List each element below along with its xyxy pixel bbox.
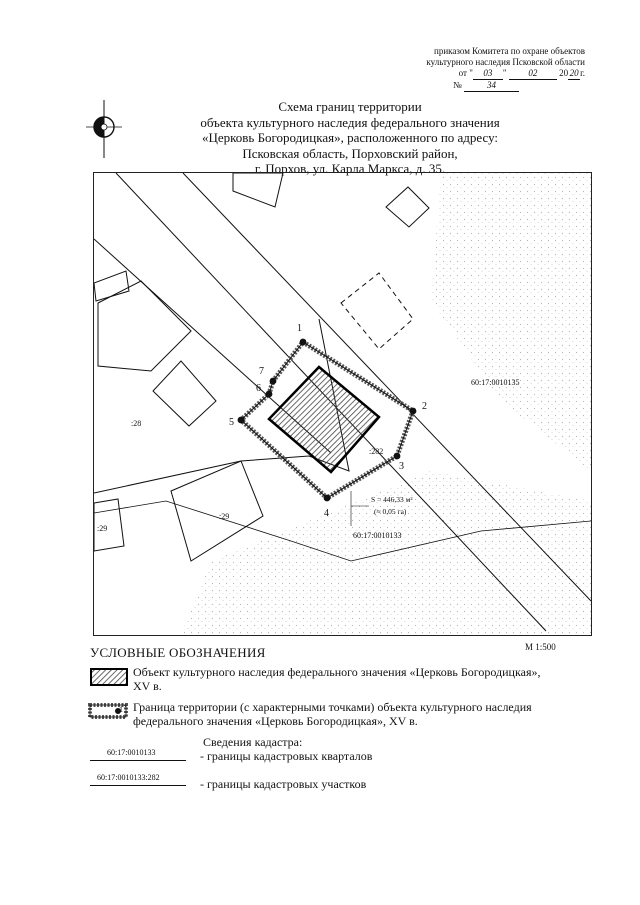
order-line-2: культурного наследия Псковской области xyxy=(426,57,585,67)
point-label-7: 7 xyxy=(259,366,264,377)
order-number-label: № xyxy=(453,80,462,90)
parcel-building xyxy=(386,187,429,227)
area-value: S = 446,33 м² xyxy=(371,495,413,504)
point-marker-4 xyxy=(324,495,331,502)
order-date: от " 03 " 02 20 20 г. xyxy=(458,68,585,78)
parcel-label-29-left: :29 xyxy=(97,524,108,533)
legend-parcel-line xyxy=(90,785,186,786)
north-arrow-icon xyxy=(84,98,124,160)
point-label-6: 6 xyxy=(256,383,261,394)
map-frame xyxy=(93,172,592,636)
legend-quarter-text: - границы кадастровых кварталов xyxy=(200,749,373,763)
order-year-end: г. xyxy=(580,68,585,78)
legend-quarter-code: 60:17:0010133 xyxy=(107,748,156,757)
point-marker-5 xyxy=(238,417,245,424)
point-label-3: 3 xyxy=(399,461,404,472)
point-marker-7 xyxy=(270,378,277,385)
area-hectares: (≈ 0,05 га) xyxy=(374,507,407,516)
quarter-label-0010135: 60:17:0010135 xyxy=(471,378,520,387)
point-label-5: 5 xyxy=(229,417,234,428)
point-label-1: 1 xyxy=(297,323,302,334)
title-line-2: объекта культурного наследия федерального значения xyxy=(200,114,500,130)
point-marker-2 xyxy=(410,408,417,415)
point-label-2: 2 xyxy=(422,401,427,412)
legend-point-label: 1 xyxy=(119,705,123,714)
legend-church-line-1: Объект культурного наследия федерального значения «Церковь Богородицкая», xyxy=(133,665,541,679)
parcel-label-282: :282 xyxy=(369,447,384,456)
quarter-label-0010133: 60:17:0010133 xyxy=(353,531,402,540)
point-marker-6 xyxy=(266,391,273,398)
legend-church-symbol xyxy=(90,668,128,686)
legend-quarter-line xyxy=(90,760,186,761)
legend-church-line-2: XV в. xyxy=(133,679,162,693)
parcel-building xyxy=(94,271,129,301)
order-number xyxy=(385,80,585,92)
legend-parcel-text: - границы кадастровых участков xyxy=(200,777,367,791)
title-line-1: Схема границ территории xyxy=(278,99,422,114)
order-reference xyxy=(385,46,585,92)
order-line-1: приказом Комитета по охране объектов xyxy=(434,46,585,56)
order-year-prefix: 20 xyxy=(559,68,569,78)
site-map xyxy=(94,173,591,635)
parcel-building xyxy=(233,173,283,207)
parcel-building xyxy=(98,281,191,371)
terrain-texture xyxy=(431,173,591,471)
order-number-value: 34 xyxy=(464,80,519,92)
legend-item-church xyxy=(133,665,593,693)
legend-heading: УСЛОВНЫЕ ОБОЗНАЧЕНИЯ xyxy=(90,645,266,660)
map-scale: М 1:500 xyxy=(525,642,556,652)
parcel-label-28: :28 xyxy=(131,419,142,428)
order-from-label: от xyxy=(458,68,467,78)
title-line-5: г. Порхов, ул. Карла Маркса, д. 35. xyxy=(254,161,446,176)
order-year-suffix: 20 xyxy=(569,68,579,78)
cadastre-heading: Сведения кадастра: xyxy=(203,735,303,749)
title-line-4: Псковская область, Порховский район, xyxy=(242,145,458,161)
point-label-4: 4 xyxy=(324,508,329,519)
scheme-title xyxy=(150,99,550,177)
church-building xyxy=(269,367,379,472)
legend-item-boundary xyxy=(133,700,593,728)
parcel-building xyxy=(153,361,216,426)
parcel-label-29: :29 xyxy=(219,512,230,521)
legend-boundary-line-1: Граница территории (с характерными точками) объекта культурного наследия xyxy=(133,700,532,714)
title-line-3: «Церковь Богородицкая», расположенного по адресу: xyxy=(201,130,499,145)
dashed-structure xyxy=(341,273,413,349)
point-marker-1 xyxy=(300,339,307,346)
order-month: 02 xyxy=(509,68,557,80)
point-marker-3 xyxy=(394,453,401,460)
legend-parcel-code: 60:17:0010133:282 xyxy=(97,773,160,782)
legend-boundary-line-2: федерального значения «Церковь Богородицкая», XV в. xyxy=(133,714,418,728)
order-day: 03 xyxy=(473,68,503,80)
